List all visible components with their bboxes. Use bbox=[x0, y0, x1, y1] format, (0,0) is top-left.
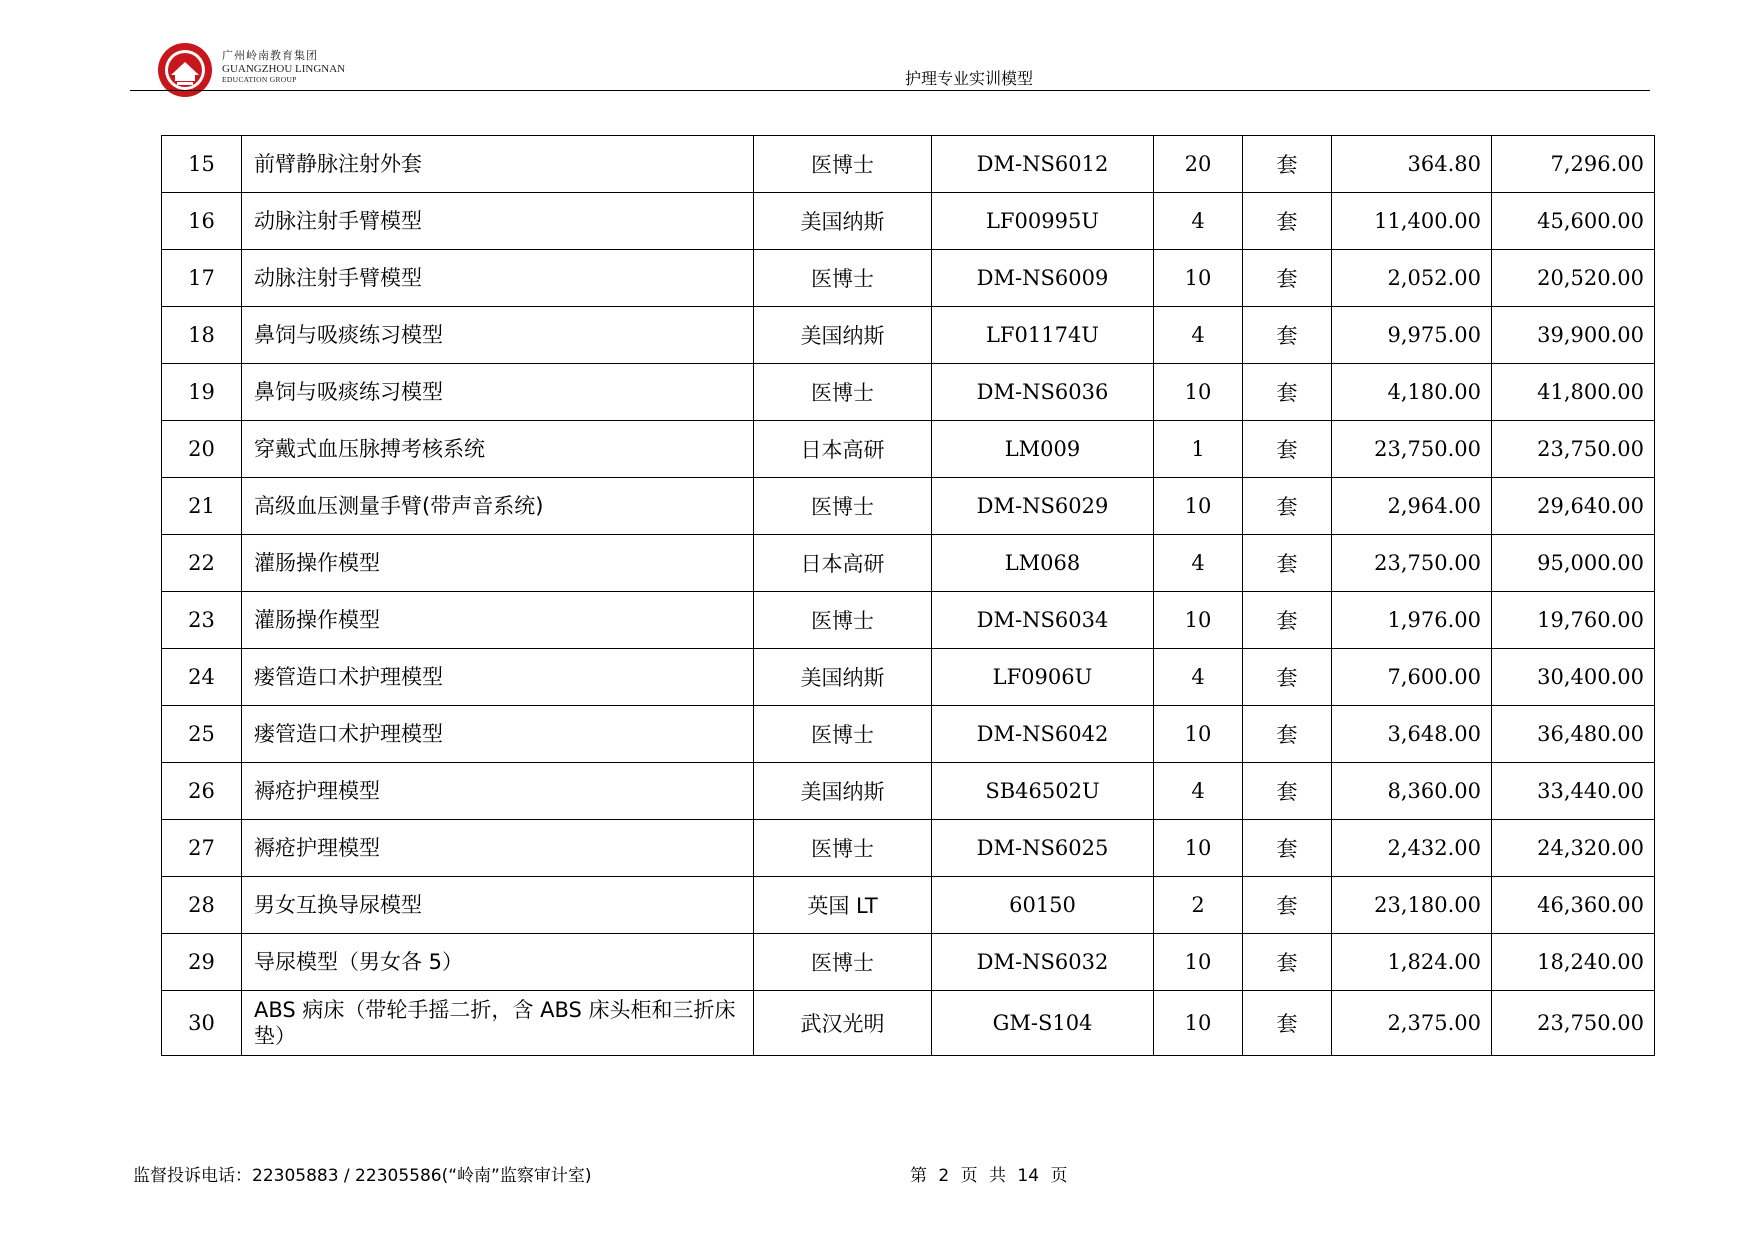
table-row bbox=[162, 421, 1655, 478]
item-model: LF01174U bbox=[932, 307, 1154, 364]
item-unit: 套 bbox=[1243, 763, 1332, 820]
item-quantity: 4 bbox=[1154, 763, 1243, 820]
item-name: 高级血压测量手臂(带声音系统) bbox=[242, 478, 754, 535]
item-unit: 套 bbox=[1243, 250, 1332, 307]
item-unit: 套 bbox=[1243, 592, 1332, 649]
item-model: DM-NS6034 bbox=[932, 592, 1154, 649]
logo-english-name: GUANGZHOU LINGNAN bbox=[222, 62, 346, 75]
table-row bbox=[162, 250, 1655, 307]
document-title: 护理专业实训模型 bbox=[905, 69, 1034, 88]
item-total: 18,240.00 bbox=[1492, 934, 1655, 991]
item-total: 39,900.00 bbox=[1492, 307, 1655, 364]
row-number: 24 bbox=[162, 649, 242, 706]
table-row bbox=[162, 136, 1655, 193]
item-model: LF00995U bbox=[932, 193, 1154, 250]
item-quantity: 1 bbox=[1154, 421, 1243, 478]
row-number: 25 bbox=[162, 706, 242, 763]
logo-chinese-name: 广州岭南教育集团 bbox=[222, 49, 318, 62]
item-model: LM009 bbox=[932, 421, 1154, 478]
item-unit: 套 bbox=[1243, 820, 1332, 877]
item-unit-price: 11,400.00 bbox=[1332, 193, 1492, 250]
item-name: 瘘管造口术护理模型 bbox=[242, 649, 754, 706]
item-unit: 套 bbox=[1243, 934, 1332, 991]
item-total: 33,440.00 bbox=[1492, 763, 1655, 820]
table-row bbox=[162, 706, 1655, 763]
item-quantity: 10 bbox=[1154, 706, 1243, 763]
page-number: 第 2 页 共 14 页 bbox=[910, 1166, 1068, 1186]
item-total: 30,400.00 bbox=[1492, 649, 1655, 706]
item-model: DM-NS6042 bbox=[932, 706, 1154, 763]
item-unit-price: 364.80 bbox=[1332, 136, 1492, 193]
item-brand: 医博士 bbox=[754, 478, 932, 535]
item-name: 褥疮护理模型 bbox=[242, 820, 754, 877]
item-total: 95,000.00 bbox=[1492, 535, 1655, 592]
item-quantity: 4 bbox=[1154, 307, 1243, 364]
item-model: 60150 bbox=[932, 877, 1154, 934]
item-model: GM-S104 bbox=[932, 991, 1154, 1056]
table-body bbox=[162, 136, 1655, 1056]
item-model: DM-NS6029 bbox=[932, 478, 1154, 535]
item-name: 男女互换导尿模型 bbox=[242, 877, 754, 934]
item-unit-price: 2,052.00 bbox=[1332, 250, 1492, 307]
item-name: 动脉注射手臂模型 bbox=[242, 250, 754, 307]
item-name: 鼻饲与吸痰练习模型 bbox=[242, 307, 754, 364]
item-unit: 套 bbox=[1243, 307, 1332, 364]
row-number: 16 bbox=[162, 193, 242, 250]
item-name: 灌肠操作模型 bbox=[242, 592, 754, 649]
item-name: 鼻饲与吸痰练习模型 bbox=[242, 364, 754, 421]
item-brand: 美国纳斯 bbox=[754, 649, 932, 706]
item-unit: 套 bbox=[1243, 649, 1332, 706]
item-unit: 套 bbox=[1243, 364, 1332, 421]
item-brand: 美国纳斯 bbox=[754, 193, 932, 250]
header-divider bbox=[130, 90, 1650, 91]
item-name: 动脉注射手臂模型 bbox=[242, 193, 754, 250]
logo-english-subtitle: EDUCATION GROUP bbox=[222, 75, 297, 85]
item-model: DM-NS6036 bbox=[932, 364, 1154, 421]
row-number: 20 bbox=[162, 421, 242, 478]
item-unit-price: 23,180.00 bbox=[1332, 877, 1492, 934]
row-number: 15 bbox=[162, 136, 242, 193]
item-unit-price: 1,976.00 bbox=[1332, 592, 1492, 649]
item-quantity: 10 bbox=[1154, 934, 1243, 991]
logo-text bbox=[222, 50, 345, 84]
item-quantity: 10 bbox=[1154, 364, 1243, 421]
row-number: 27 bbox=[162, 820, 242, 877]
item-brand: 医博士 bbox=[754, 934, 932, 991]
item-unit: 套 bbox=[1243, 535, 1332, 592]
item-brand: 美国纳斯 bbox=[754, 763, 932, 820]
item-unit: 套 bbox=[1243, 136, 1332, 193]
item-brand: 医博士 bbox=[754, 364, 932, 421]
item-unit-price: 23,750.00 bbox=[1332, 535, 1492, 592]
item-model: DM-NS6025 bbox=[932, 820, 1154, 877]
item-total: 20,520.00 bbox=[1492, 250, 1655, 307]
row-number: 17 bbox=[162, 250, 242, 307]
item-quantity: 10 bbox=[1154, 478, 1243, 535]
table-row bbox=[162, 820, 1655, 877]
item-total: 24,320.00 bbox=[1492, 820, 1655, 877]
item-unit: 套 bbox=[1243, 706, 1332, 763]
table-row bbox=[162, 592, 1655, 649]
item-brand: 日本高研 bbox=[754, 421, 932, 478]
item-unit-price: 9,975.00 bbox=[1332, 307, 1492, 364]
item-model: DM-NS6032 bbox=[932, 934, 1154, 991]
item-total: 7,296.00 bbox=[1492, 136, 1655, 193]
row-number: 19 bbox=[162, 364, 242, 421]
item-unit-price: 8,360.00 bbox=[1332, 763, 1492, 820]
table-row bbox=[162, 478, 1655, 535]
item-model: DM-NS6012 bbox=[932, 136, 1154, 193]
table-row bbox=[162, 307, 1655, 364]
item-brand: 医博士 bbox=[754, 706, 932, 763]
item-brand: 医博士 bbox=[754, 820, 932, 877]
equipment-table bbox=[161, 135, 1655, 1056]
item-total: 46,360.00 bbox=[1492, 877, 1655, 934]
row-number: 29 bbox=[162, 934, 242, 991]
item-total: 36,480.00 bbox=[1492, 706, 1655, 763]
row-number: 22 bbox=[162, 535, 242, 592]
table-row bbox=[162, 193, 1655, 250]
item-unit-price: 3,648.00 bbox=[1332, 706, 1492, 763]
item-unit-price: 23,750.00 bbox=[1332, 421, 1492, 478]
item-quantity: 20 bbox=[1154, 136, 1243, 193]
item-brand: 医博士 bbox=[754, 592, 932, 649]
item-total: 23,750.00 bbox=[1492, 991, 1655, 1056]
table-row bbox=[162, 364, 1655, 421]
row-number: 26 bbox=[162, 763, 242, 820]
row-number: 23 bbox=[162, 592, 242, 649]
item-name: 前臂静脉注射外套 bbox=[242, 136, 754, 193]
row-number: 28 bbox=[162, 877, 242, 934]
item-unit-price: 2,375.00 bbox=[1332, 991, 1492, 1056]
item-total: 41,800.00 bbox=[1492, 364, 1655, 421]
item-total: 23,750.00 bbox=[1492, 421, 1655, 478]
item-brand: 医博士 bbox=[754, 136, 932, 193]
item-quantity: 10 bbox=[1154, 991, 1243, 1056]
item-model: SB46502U bbox=[932, 763, 1154, 820]
table-row bbox=[162, 763, 1655, 820]
item-name: 褥疮护理模型 bbox=[242, 763, 754, 820]
item-unit: 套 bbox=[1243, 478, 1332, 535]
item-quantity: 4 bbox=[1154, 649, 1243, 706]
table-row bbox=[162, 991, 1655, 1056]
item-quantity: 4 bbox=[1154, 193, 1243, 250]
item-name: ABS 病床（带轮手摇二折，含 ABS 床头柜和三折床垫） bbox=[242, 991, 754, 1056]
item-unit-price: 7,600.00 bbox=[1332, 649, 1492, 706]
complaint-hotline: 监督投诉电话：22305883 / 22305586(“岭南”监察审计室) bbox=[133, 1166, 592, 1186]
item-brand: 英国 LT bbox=[754, 877, 932, 934]
item-unit: 套 bbox=[1243, 991, 1332, 1056]
item-unit-price: 2,964.00 bbox=[1332, 478, 1492, 535]
item-model: LM068 bbox=[932, 535, 1154, 592]
item-name: 穿戴式血压脉搏考核系统 bbox=[242, 421, 754, 478]
item-unit: 套 bbox=[1243, 193, 1332, 250]
item-brand: 武汉光明 bbox=[754, 991, 932, 1056]
item-quantity: 10 bbox=[1154, 592, 1243, 649]
item-unit-price: 4,180.00 bbox=[1332, 364, 1492, 421]
item-unit-price: 2,432.00 bbox=[1332, 820, 1492, 877]
item-brand: 日本高研 bbox=[754, 535, 932, 592]
table-row bbox=[162, 934, 1655, 991]
item-brand: 医博士 bbox=[754, 250, 932, 307]
item-quantity: 4 bbox=[1154, 535, 1243, 592]
row-number: 18 bbox=[162, 307, 242, 364]
table-row bbox=[162, 535, 1655, 592]
item-unit: 套 bbox=[1243, 877, 1332, 934]
item-total: 29,640.00 bbox=[1492, 478, 1655, 535]
item-unit: 套 bbox=[1243, 421, 1332, 478]
item-quantity: 10 bbox=[1154, 820, 1243, 877]
row-number: 21 bbox=[162, 478, 242, 535]
item-total: 19,760.00 bbox=[1492, 592, 1655, 649]
table-row bbox=[162, 877, 1655, 934]
item-brand: 美国纳斯 bbox=[754, 307, 932, 364]
item-total: 45,600.00 bbox=[1492, 193, 1655, 250]
item-quantity: 2 bbox=[1154, 877, 1243, 934]
item-name: 导尿模型（男女各 5） bbox=[242, 934, 754, 991]
table-row bbox=[162, 649, 1655, 706]
item-model: DM-NS6009 bbox=[932, 250, 1154, 307]
item-unit-price: 1,824.00 bbox=[1332, 934, 1492, 991]
item-quantity: 10 bbox=[1154, 250, 1243, 307]
item-model: LF0906U bbox=[932, 649, 1154, 706]
row-number: 30 bbox=[162, 991, 242, 1056]
item-name: 瘘管造口术护理模型 bbox=[242, 706, 754, 763]
item-name: 灌肠操作模型 bbox=[242, 535, 754, 592]
